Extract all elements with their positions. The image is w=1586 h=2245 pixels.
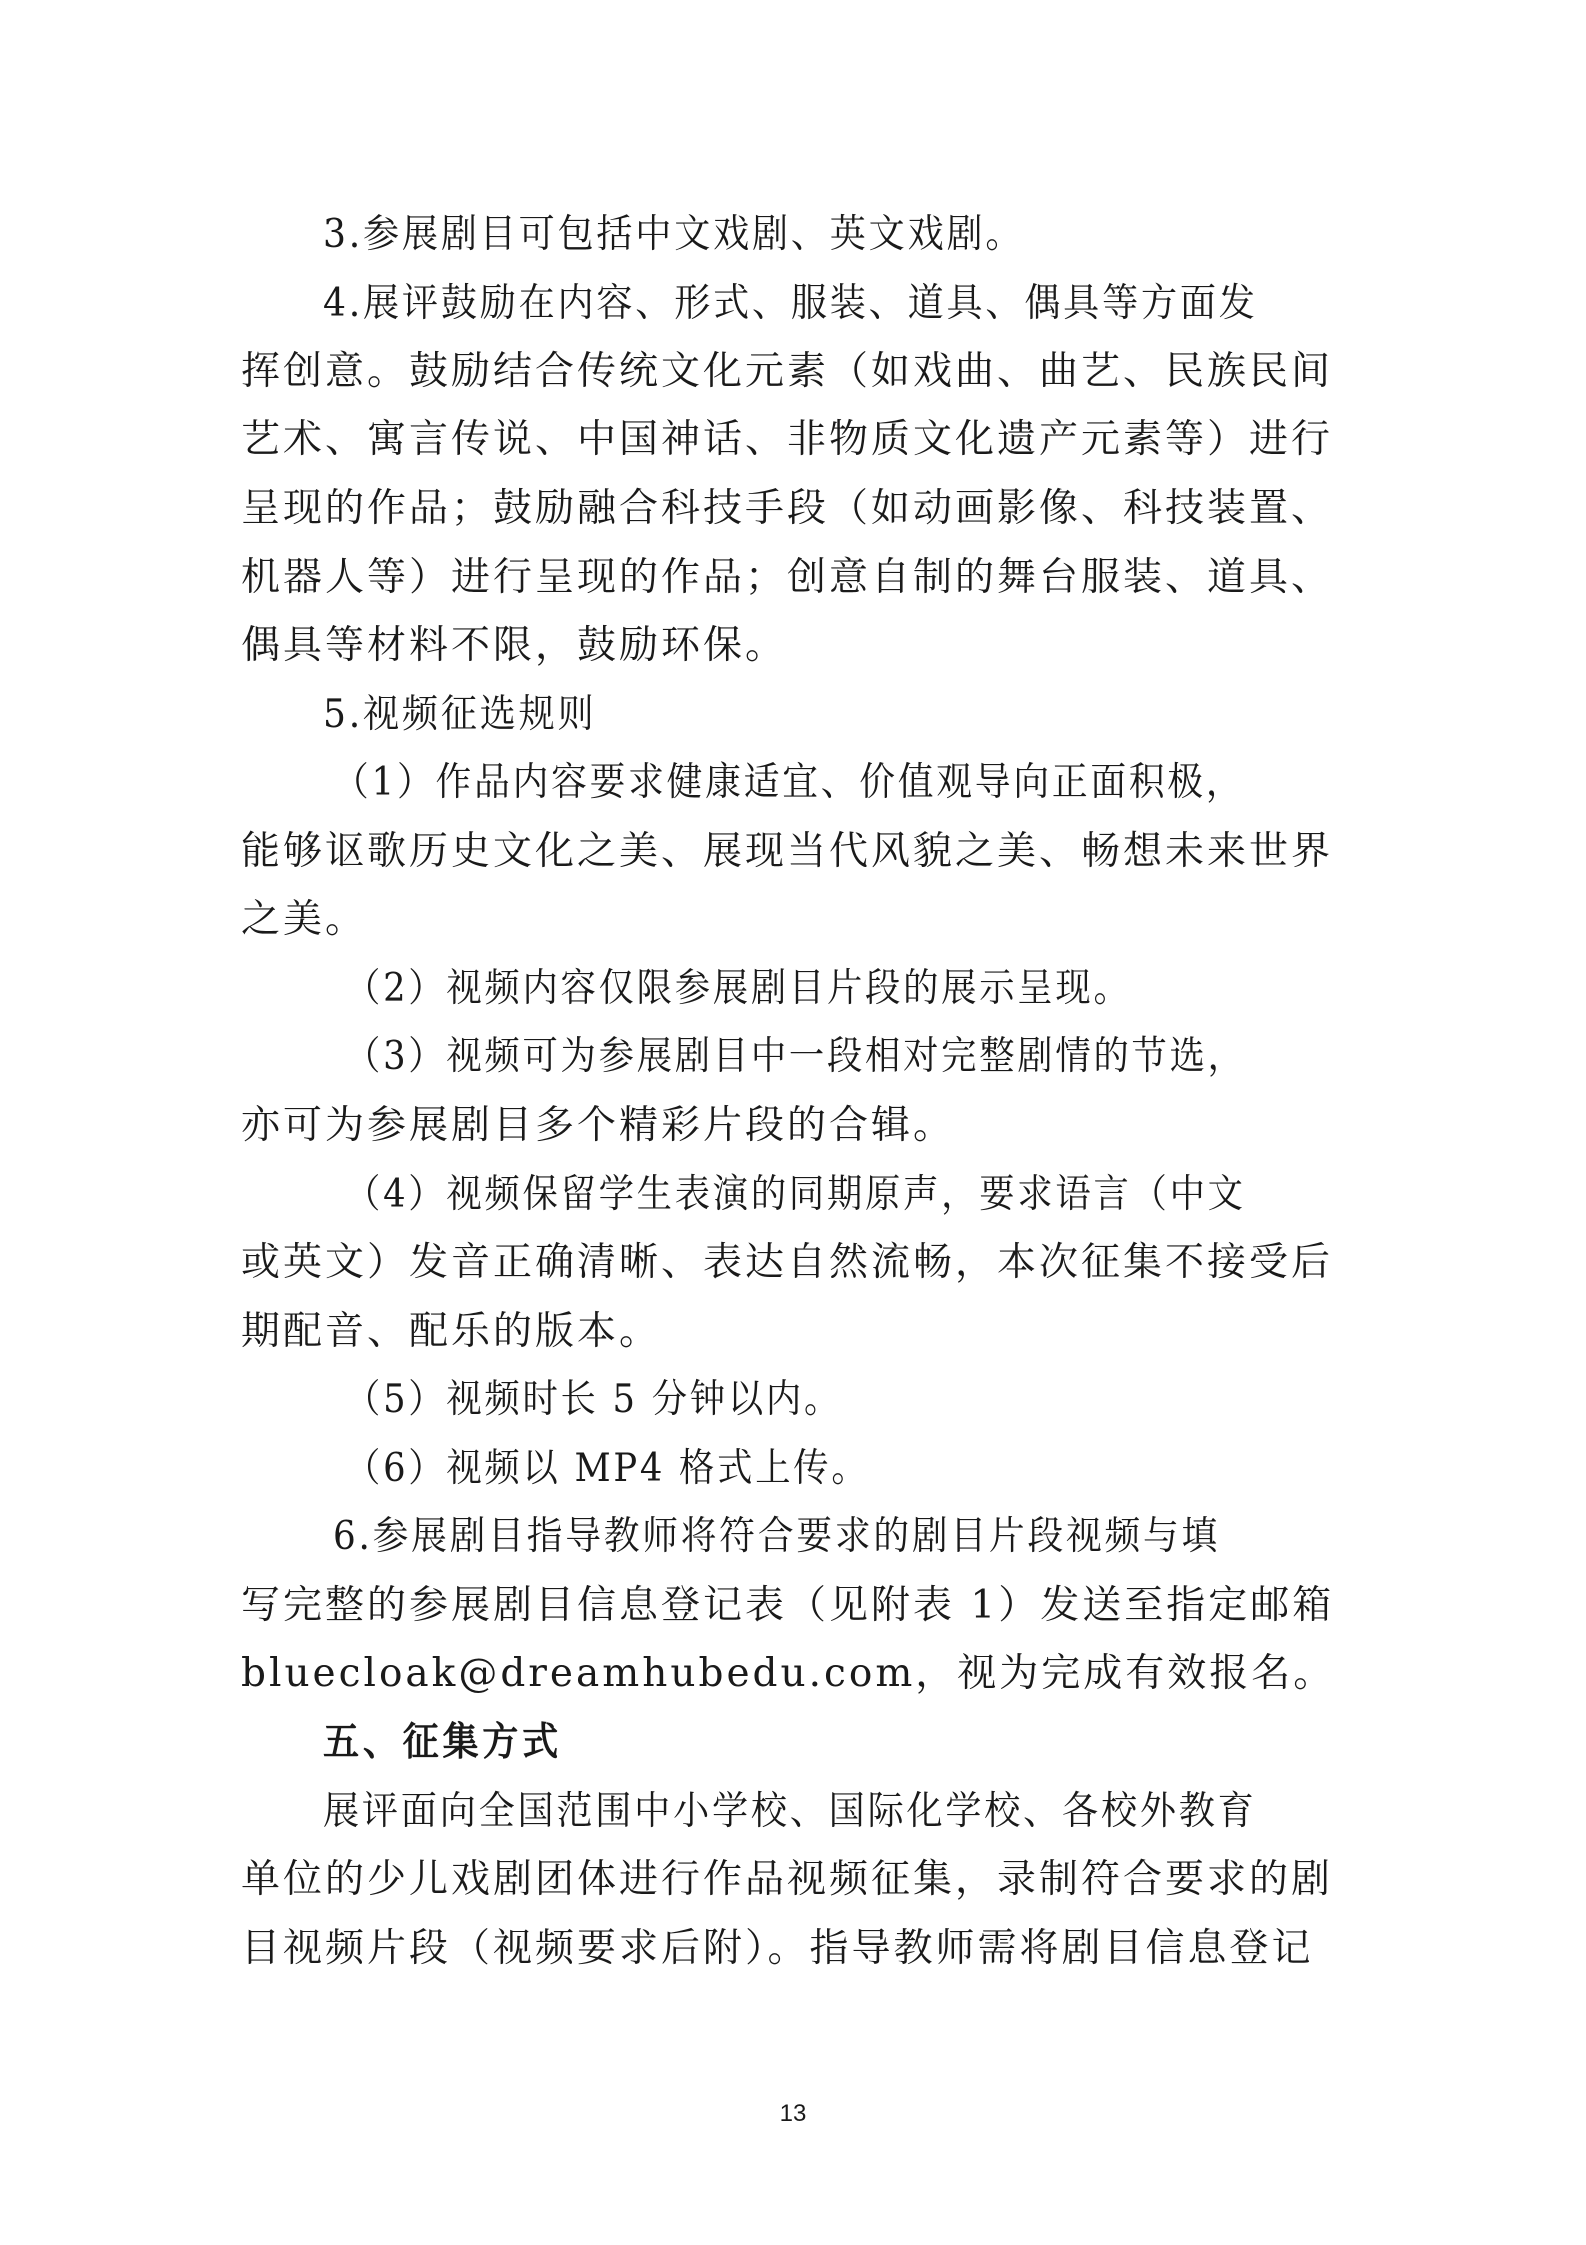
paragraph-line: 艺术、寓言传说、中国神话、非物质文化遗产元素等）进行 (241, 417, 1334, 462)
paragraph-line: 3.参展剧目可包括中文戏剧、英文戏剧。 (323, 212, 1025, 257)
paragraph-line: 展评面向全国范围中小学校、国际化学校、各校外教育 (323, 1789, 1257, 1834)
email-line: bluecloak@dreamhubedu.com，视为完成有效报名。 (241, 1651, 1336, 1696)
page-number: 13 (779, 2100, 807, 2127)
paragraph-line: 呈现的作品；鼓励融合科技手段（如动画影像、科技装置、 (241, 486, 1334, 531)
paragraph-line: 机器人等）进行呈现的作品；创意自制的舞台服装、道具、 (241, 555, 1334, 600)
paragraph-line: 5.视频征选规则 (323, 692, 597, 737)
paragraph-line: 写完整的参展剧目信息登记表（见附表 1）发送至指定邮箱 (241, 1583, 1335, 1628)
paragraph-line: 亦可为参展剧目多个精彩片段的合辑。 (241, 1103, 956, 1148)
paragraph-line: 挥创意。鼓励结合传统文化元素（如戏曲、曲艺、民族民间 (241, 349, 1334, 394)
paragraph-line: 单位的少儿戏剧团体进行作品视频征集，录制符合要求的剧 (241, 1857, 1334, 1902)
paragraph-line: 4.展评鼓励在内容、形式、服装、道具、偶具等方面发 (323, 281, 1258, 326)
paragraph-line: （4）视频保留学生表演的同期原声，要求语言（中文 (345, 1172, 1246, 1217)
paragraph-line: 目视频片段（视频要求后附）。指导教师需将剧目信息登记 (241, 1926, 1314, 1971)
paragraph-line: 偶具等材料不限，鼓励环保。 (241, 623, 788, 668)
paragraph-line: 6.参展剧目指导教师将符合要求的剧目片段视频与填 (333, 1514, 1221, 1559)
paragraph-line: 或英文）发音正确清晰、表达自然流畅，本次征集不接受后 (241, 1240, 1334, 1285)
paragraph-line: （6）视频以 MP4 格式上传。 (345, 1446, 870, 1491)
paragraph-line: （5）视频时长 5 分钟以内。 (345, 1377, 843, 1422)
paragraph-line: 之美。 (241, 897, 368, 942)
section-heading: 五、征集方式 (323, 1720, 562, 1765)
paragraph-line: （2）视频内容仅限参展剧目片段的展示呈现。 (345, 966, 1132, 1011)
paragraph-line: 期配音、配乐的版本。 (241, 1309, 662, 1354)
paragraph-line: 能够讴歌历史文化之美、展现当代风貌之美、畅想未来世界 (241, 829, 1334, 874)
paragraph-line: （1）作品内容要求健康适宜、价值观导向正面积极， (333, 760, 1245, 805)
paragraph-line: （3）视频可为参展剧目中一段相对完整剧情的节选， (345, 1034, 1246, 1079)
